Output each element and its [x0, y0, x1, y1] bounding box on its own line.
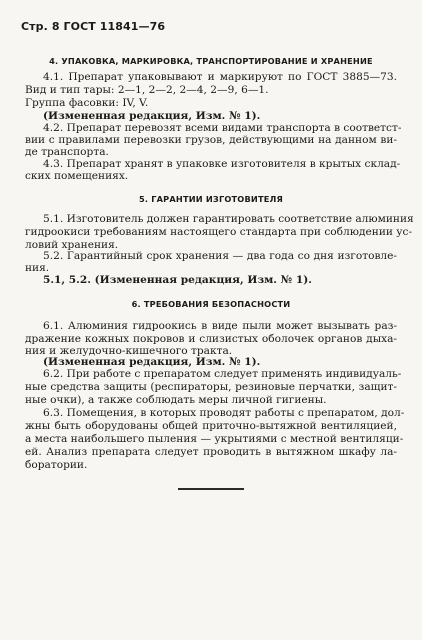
- amendment-note: 5.1, 5.2. (Измененная редакция, Изм. № 1).: [43, 274, 312, 286]
- paragraph-line: ные очки), а также соблюдать меры личной гигиены.: [25, 394, 327, 406]
- paragraph-line: дражение кожных покровов и слизистых оболочек органов дыха-: [25, 333, 397, 345]
- paragraph-line: ей. Анализ препарата следует проводить в вытяжном шкафу ла-: [25, 446, 397, 458]
- paragraph-line: жны быть оборудованы общей приточно-вытяжной вентиляцией,: [25, 420, 397, 432]
- paragraph-line: 6.3. Помещения, в которых проводят работы с препаратом, дол-: [43, 407, 405, 419]
- end-rule: [178, 488, 244, 490]
- section-title-warranty: 5. ГАРАНТИИ ИЗГОТОВИТЕЛЯ: [138, 194, 284, 204]
- paragraph-line: боратории.: [25, 459, 88, 471]
- paragraph-line: гидроокиси требованиям настоящего стандарта при соблюдении ус-: [25, 226, 413, 238]
- page-header: Стр. 8 ГОСТ 11841—76: [21, 20, 166, 33]
- paragraph-line: де транспорта.: [25, 146, 109, 158]
- section-title-packaging: 4. УПАКОВКА, МАРКИРОВКА, ТРАНСПОРТИРОВАНИЕ И ХРАНЕНИЕ: [49, 56, 373, 66]
- paragraph-line: 4.3. Препарат хранят в упаковке изготовителя в крытых склад-: [43, 158, 401, 170]
- paragraph-line: Вид и тип тары: 2—1, 2—2, 2—4, 2—9, 6—1.: [25, 84, 269, 96]
- paragraph-line: Группа фасовки: IV, V.: [25, 97, 149, 109]
- amendment-note: (Измененная редакция, Изм. № 1).: [43, 356, 261, 368]
- section-title-safety: 6. ТРЕБОВАНИЯ БЕЗОПАСНОСТИ: [131, 299, 291, 309]
- paragraph-line: ния.: [25, 262, 50, 274]
- paragraph-line: 6.2. При работе с препаратом следует применять индивидуаль-: [43, 368, 402, 380]
- paragraph-line: 4.1. Препарат упаковывают и маркируют по ГОСТ 3885—73.: [43, 71, 397, 83]
- paragraph-line: 5.2. Гарантийный срок хранения — два года со дня изготовле-: [43, 250, 397, 262]
- paragraph-line: 4.2. Препарат перевозят всеми видами транспорта в соответст-: [43, 122, 402, 134]
- paragraph-line: ния и желудочно-кишечного тракта.: [25, 345, 233, 357]
- paragraph-line: 5.1. Изготовитель должен гарантировать соответствие алюминия: [43, 213, 414, 225]
- paragraph-line: ловий хранения.: [25, 239, 119, 251]
- paragraph-line: а места наибольшего пыления — укрытиями с местной вентиляци-: [25, 433, 404, 445]
- paragraph-line: 6.1. Алюминия гидроокись в виде пыли может вызывать раз-: [43, 320, 397, 332]
- paragraph-line: ских помещениях.: [25, 170, 129, 182]
- amendment-note: (Измененная редакция, Изм. № 1).: [43, 110, 261, 122]
- paragraph-line: вии с правилами перевозки грузов, действующими на данном ви-: [25, 134, 397, 146]
- paragraph-line: ные средства защиты (респираторы, резиновые перчатки, защит-: [25, 381, 397, 393]
